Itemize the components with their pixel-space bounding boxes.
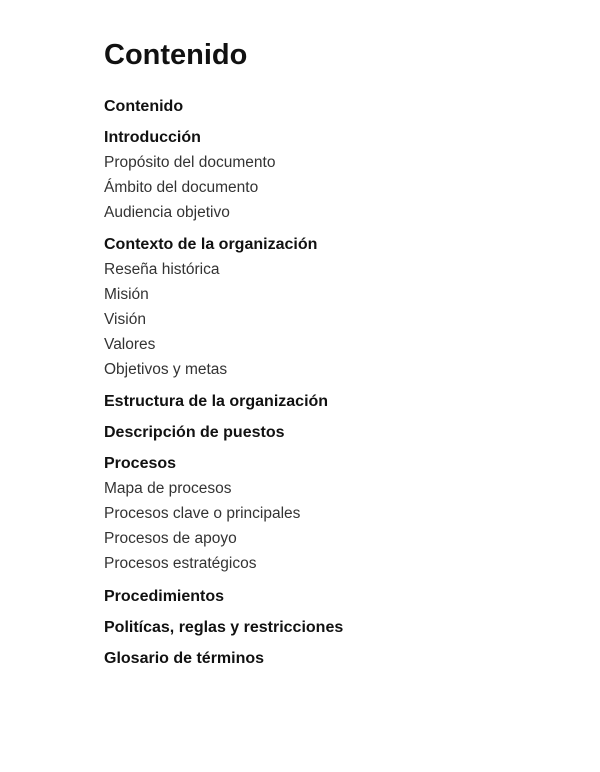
toc-item[interactable]: Audiencia objetivo — [104, 203, 230, 221]
toc-item[interactable]: Ámbito del documento — [104, 178, 259, 196]
toc-section — [104, 617, 564, 639]
page-title: Contenido — [104, 39, 248, 71]
toc-heading-procedimientos[interactable]: Procedimientos — [104, 587, 225, 605]
toc-item[interactable]: Procesos estratégicos — [104, 554, 257, 572]
toc-item[interactable]: Valores — [104, 335, 156, 353]
toc-section — [104, 586, 564, 608]
toc-item[interactable]: Propósito del documento — [104, 154, 276, 171]
toc-item[interactable]: Mapa de procesos — [104, 480, 232, 498]
toc-item[interactable]: Procesos clave o principales — [104, 505, 301, 523]
toc-heading-procesos[interactable]: Procesos — [104, 455, 177, 473]
toc-heading-contexto[interactable]: Contexto de la organización — [104, 236, 318, 254]
toc-section — [104, 96, 564, 118]
toc-item[interactable]: Reseña histórica — [104, 261, 220, 279]
toc-item[interactable]: Visión — [104, 310, 146, 328]
toc-sublist — [104, 258, 564, 382]
toc-item[interactable]: Procesos de apoyo — [104, 529, 237, 547]
toc-heading-politicas[interactable]: Politícas, reglas y restricciones — [104, 618, 344, 636]
toc-item[interactable]: Misión — [104, 286, 149, 304]
toc-section — [104, 391, 564, 413]
toc-sublist — [104, 477, 564, 576]
toc-heading-estructura[interactable]: Estructura de la organización — [104, 393, 329, 411]
toc-section — [104, 453, 564, 576]
toc-heading-glosario[interactable]: Glosario de términos — [104, 649, 265, 667]
toc-heading-introduccion[interactable]: Introducción — [104, 129, 201, 146]
toc-section — [104, 422, 564, 444]
toc-heading-puestos[interactable]: Descripción de puestos — [104, 424, 285, 442]
toc-item[interactable]: Objetivos y metas — [104, 360, 228, 378]
toc-section — [104, 127, 564, 225]
toc-heading-contenido[interactable]: Contenido — [104, 98, 184, 115]
toc-section — [104, 648, 564, 670]
toc-section — [104, 234, 564, 382]
toc-sublist — [104, 151, 564, 225]
table-of-contents — [104, 96, 564, 679]
